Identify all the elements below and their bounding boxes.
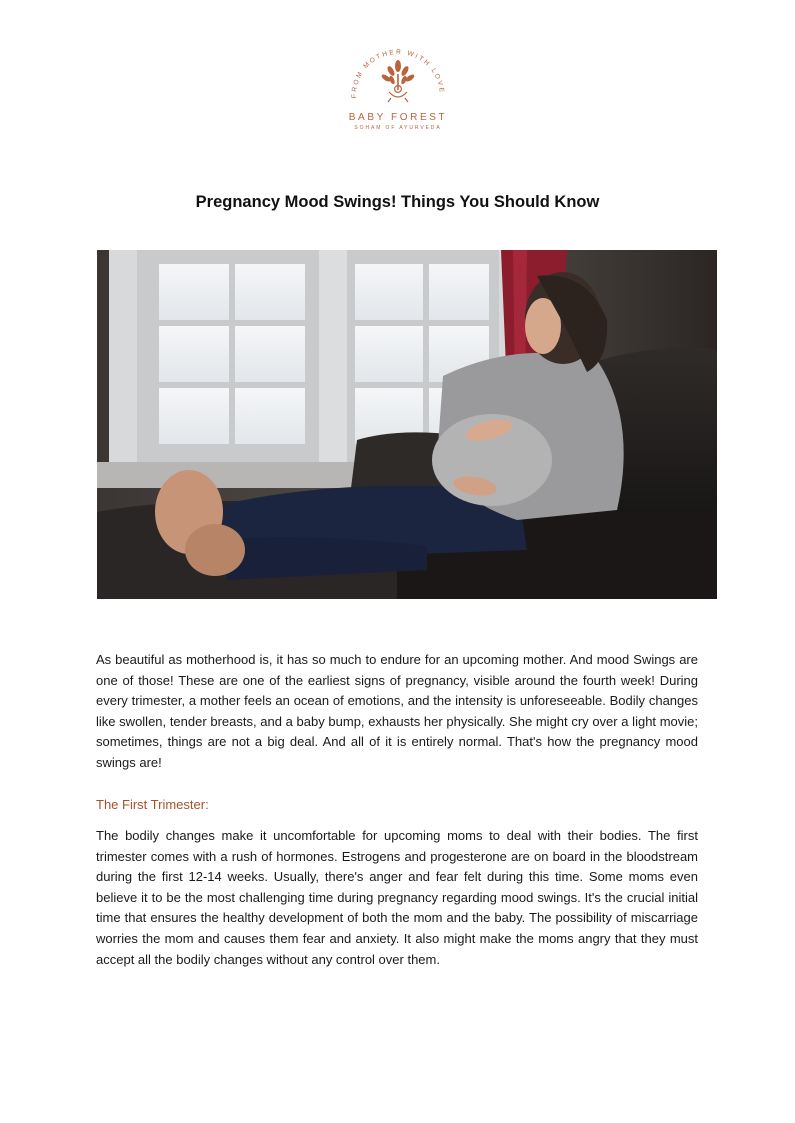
intro-paragraph: As beautiful as motherhood is, it has so much to endure for an upcoming mother. And mood Swings are one of those! These are one of the earliest signs of pregnancy, visible around the fourth week! During every trimester, a mother feels an ocean of emotions, and the intensity is unforeseeable. Bodily changes like swollen, tender breasts, and a baby bump, exhausts her physically. She might cry over a light movie; sometimes, things are not a big deal. And all of it is entirely normal. That's how the pregnancy mood swings are! — [96, 652, 698, 770]
brand-logo — [336, 44, 460, 136]
article-photo — [97, 250, 717, 599]
brand-tagline: SOHAM OF AYURVEDA — [354, 125, 442, 131]
photo-illustration — [97, 250, 717, 599]
logo-graphic — [336, 44, 460, 136]
section-paragraph: The bodily changes make it uncomfortable for upcoming moms to deal with their bodies. The first trimester comes with a rush of hormones. Estrogens and progesterone are on board in the bloodstream during the first 12-14 weeks. Usually, there's anger and fear felt during this time. Some moms even believe it to be the most challenging time during pregnancy regarding mood swings. It's the crucial initial time that ensures the healthy development of both the mom and the baby. The possibility of miscarriage worries the mom and causes them fear and anxiety. It also might make the moms angry that they must accept all the bodily changes without any control over them. — [96, 828, 698, 967]
article-title: Pregnancy Mood Swings! Things You Should Know — [195, 193, 600, 211]
brand-name: BABY FOREST — [348, 112, 448, 123]
logo-arc-text: FROM MOTHER WITH LOVE — [350, 48, 446, 99]
section-heading: The First Trimester: — [96, 797, 209, 812]
